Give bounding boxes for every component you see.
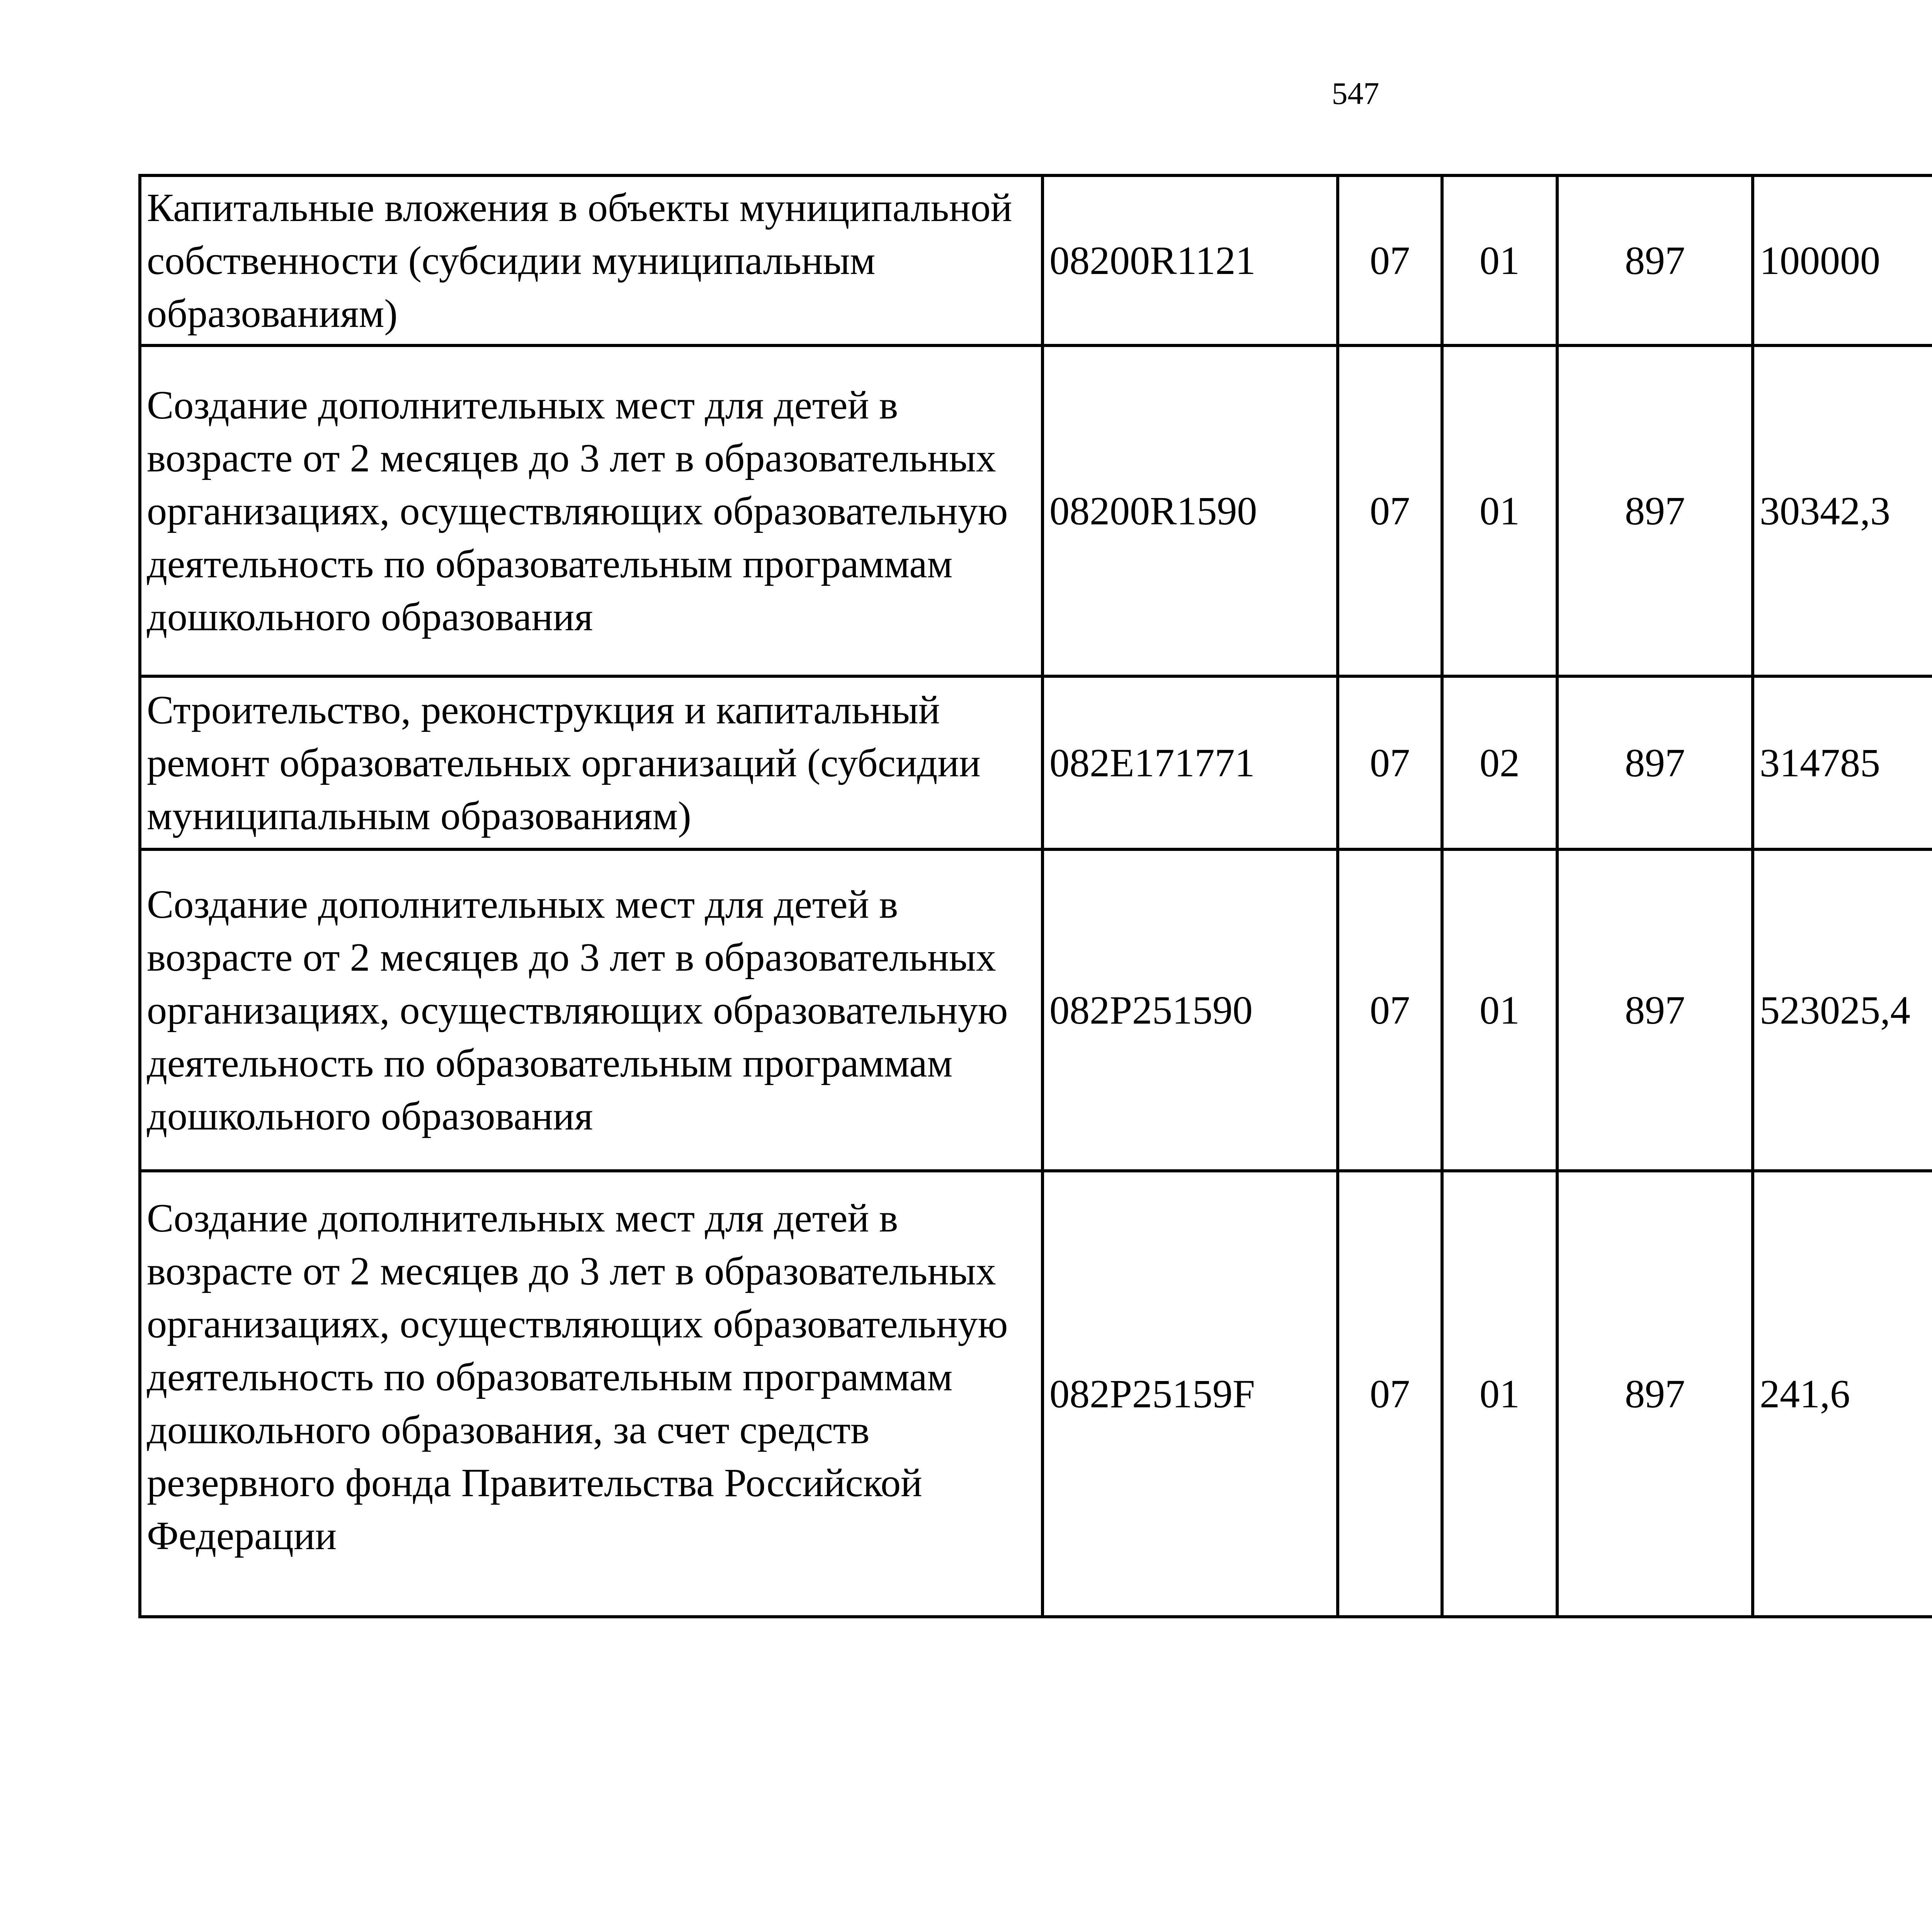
ministry-code-cell: 897 [1557,849,1753,1171]
program-name-cell: Капитальные вложения в объекты муниципальной собственности (субсидии муниципальным образованиям) [140,175,1043,345]
ministry-code-cell: 897 [1557,676,1753,849]
amount-cell: 30342,3 [1753,345,1932,676]
table-row [140,849,1932,1171]
subsection-cell: 01 [1442,1171,1557,1617]
subsection-cell: 01 [1442,175,1557,345]
program-name-cell: Создание дополнительных мест для детей в возрасте от 2 месяцев до 3 лет в образовательных организациях, осуществляющих образовательную деятельность по образовательным программам дошкольного образования [140,345,1043,676]
section-cell: 07 [1338,1171,1442,1617]
table-row [140,1171,1932,1617]
table-row [140,676,1932,849]
target-code-cell: 08200R1590 [1043,345,1338,676]
amount-cell: 100000 [1753,175,1932,345]
table-row [140,175,1932,345]
budget-table [138,174,1932,1618]
program-name-cell: Создание дополнительных мест для детей в возрасте от 2 месяцев до 3 лет в образовательных организациях, осуществляющих образовательную деятельность по образовательным программам дошкольного образования, за счет средств резервного фонда Правительства Российской Федерации [140,1171,1043,1617]
target-code-cell: 082E171771 [1043,676,1338,849]
amount-cell: 523025,4 [1753,849,1932,1171]
subsection-cell: 01 [1442,345,1557,676]
table-row [140,345,1932,676]
ministry-code-cell: 897 [1557,175,1753,345]
subsection-cell: 02 [1442,676,1557,849]
ministry-code-cell: 897 [1557,1171,1753,1617]
program-name-cell: Создание дополнительных мест для детей в возрасте от 2 месяцев до 3 лет в образовательных организациях, осуществляющих образовательную деятельность по образовательным программам дошкольного образования [140,849,1043,1171]
ministry-code-cell: 897 [1557,345,1753,676]
target-code-cell: 082P25159F [1043,1171,1338,1617]
target-code-cell: 082P251590 [1043,849,1338,1171]
section-cell: 07 [1338,849,1442,1171]
program-name-cell: Строительство, реконструкция и капитальный ремонт образовательных организаций (субсидии муниципальным образованиям) [140,676,1043,849]
section-cell: 07 [1338,676,1442,849]
subsection-cell: 01 [1442,849,1557,1171]
section-cell: 07 [1338,175,1442,345]
page-number: 547 [1332,76,1379,111]
amount-cell: 314785 [1753,676,1932,849]
target-code-cell: 08200R1121 [1043,175,1338,345]
section-cell: 07 [1338,345,1442,676]
amount-cell: 241,6 [1753,1171,1932,1617]
